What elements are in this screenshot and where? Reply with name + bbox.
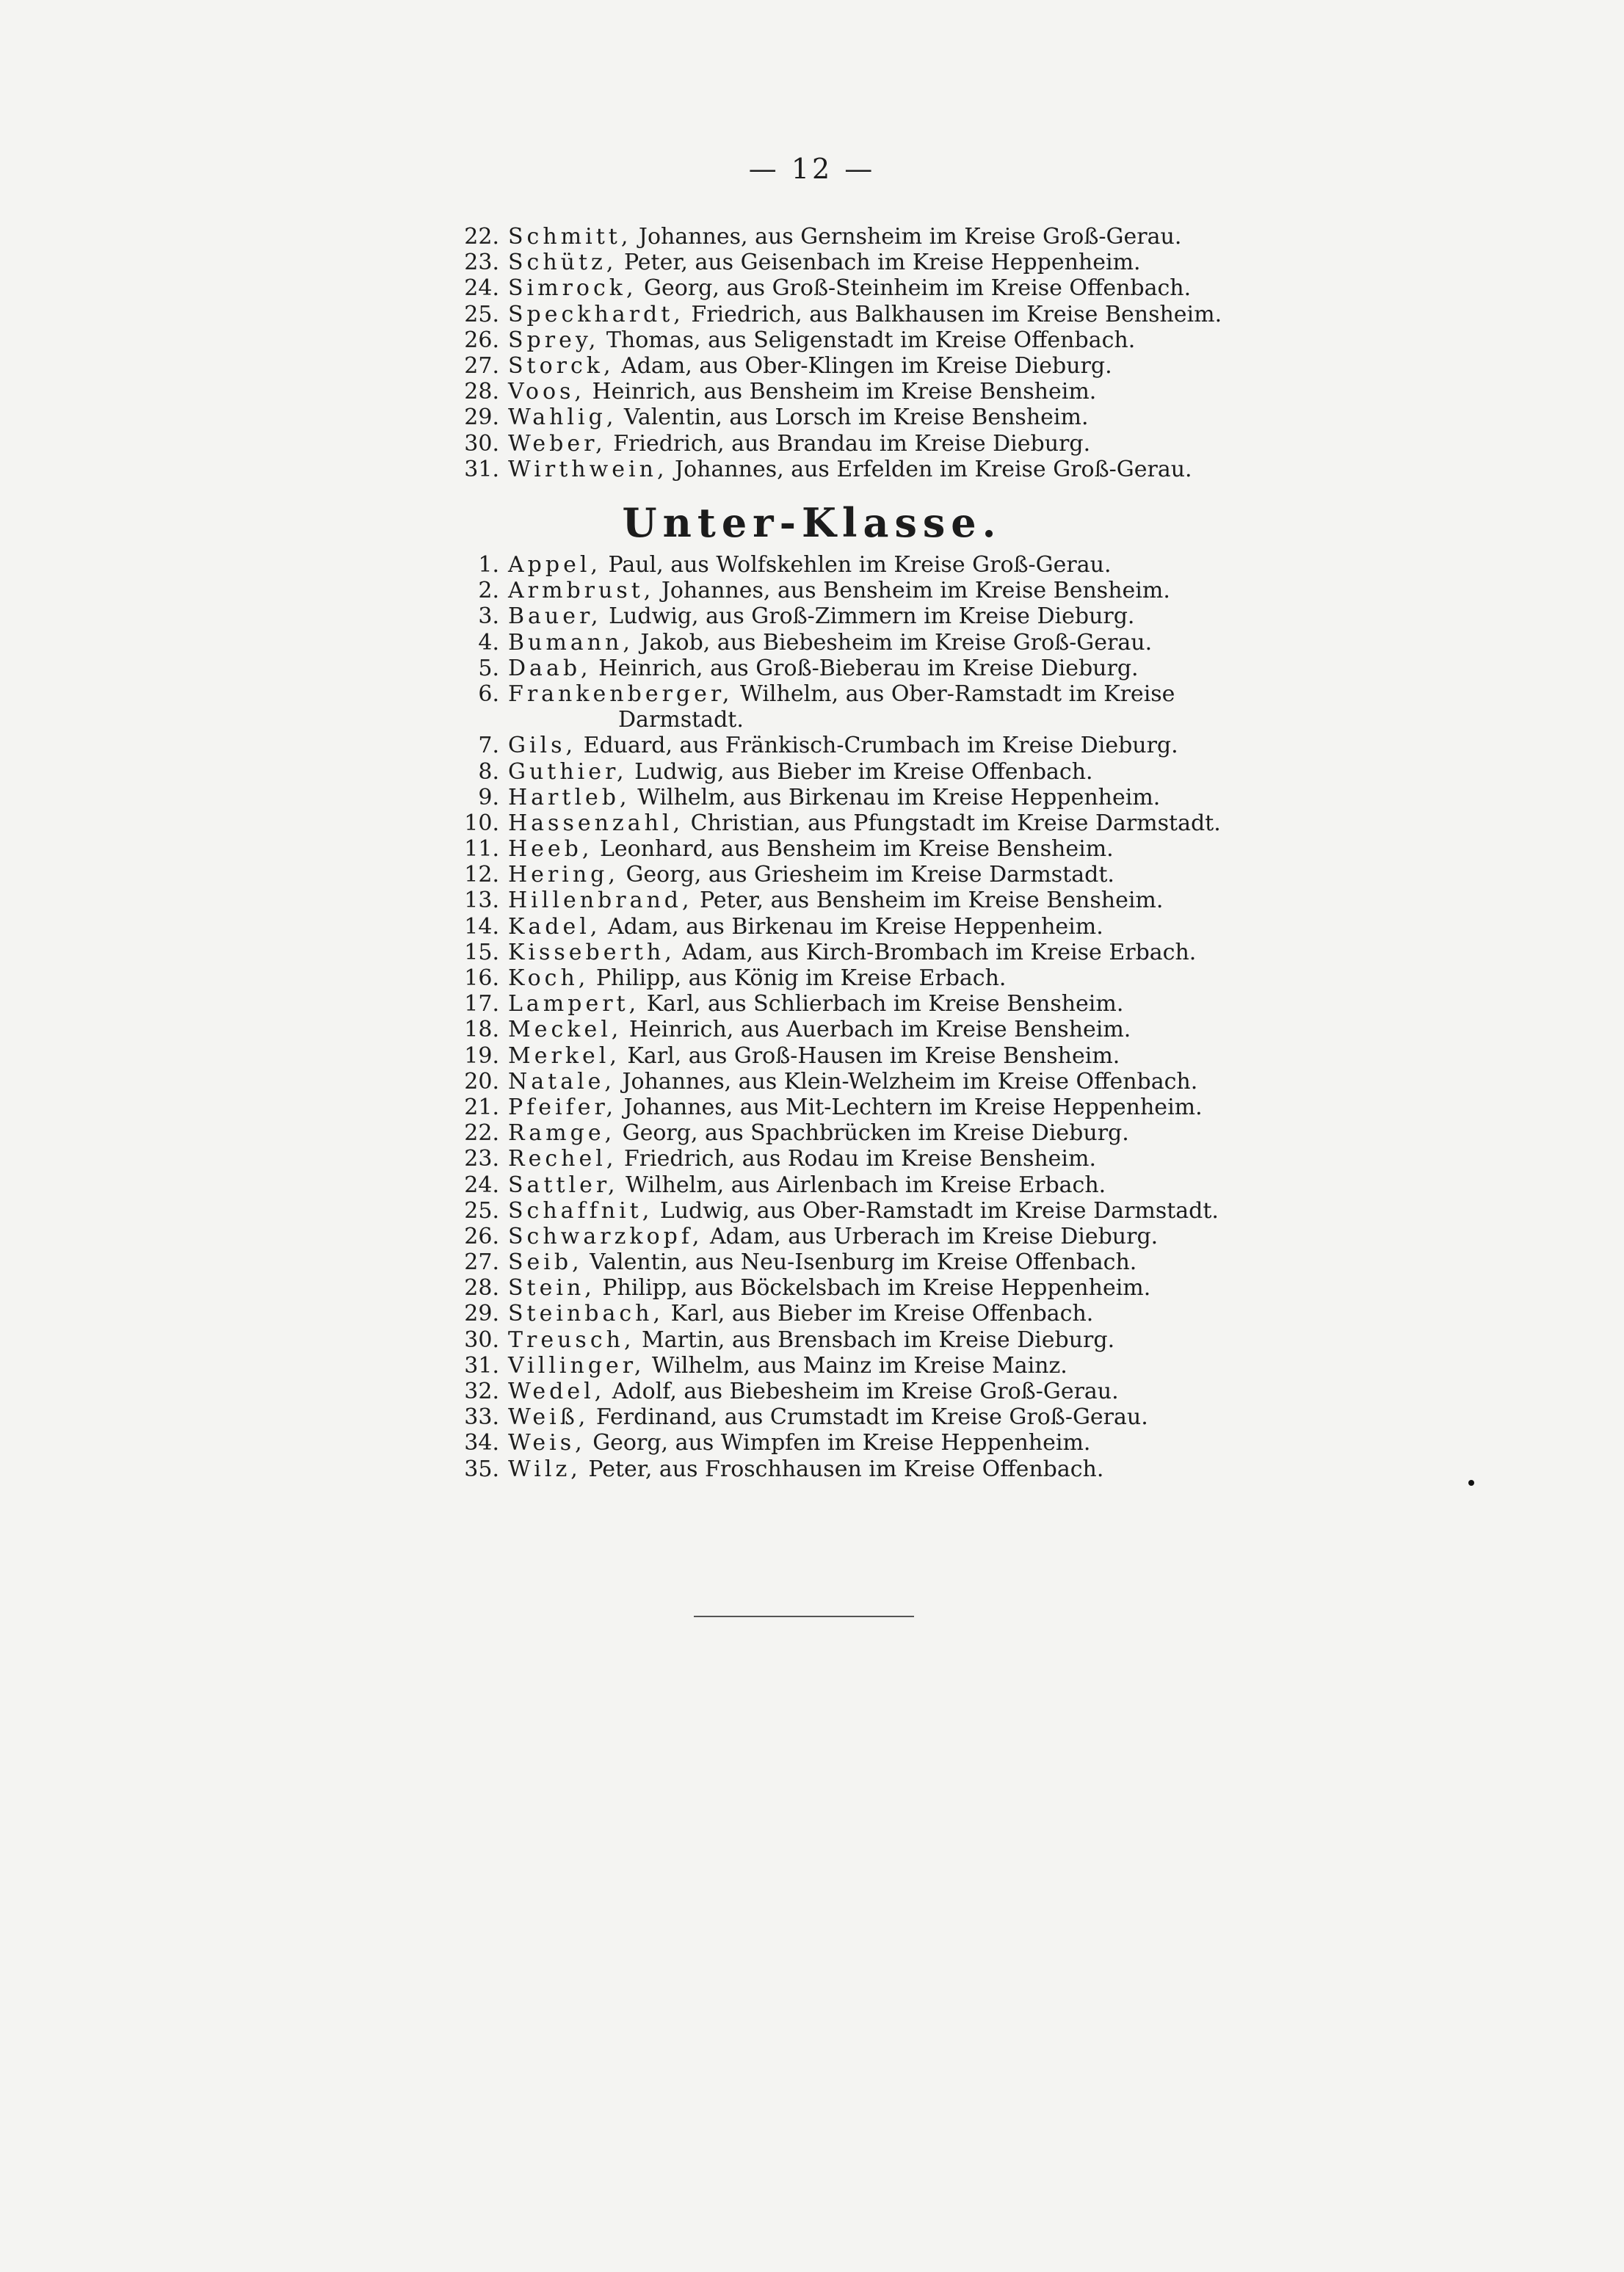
entry-number: 15. xyxy=(464,939,499,965)
list-item xyxy=(0,552,1624,578)
list-item xyxy=(0,327,1624,353)
entry-number: 30. xyxy=(464,1326,499,1353)
entry-number: 26. xyxy=(464,1223,499,1249)
entry-details: Philipp, aus Böckelsbach im Kreise Heppenheim. xyxy=(595,1275,1151,1302)
entry-number: 31. xyxy=(464,1352,499,1379)
entry-details: Friedrich, aus Rodau im Kreise Bensheim. xyxy=(617,1146,1097,1172)
entry-details: Johannes, aus Gernsheim im Kreise Groß-Gerau. xyxy=(631,224,1182,250)
list-item xyxy=(0,1301,1624,1326)
entry-number: 32. xyxy=(464,1379,499,1404)
entry-details: Christian, aus Pfungstadt im Kreise Darmstadt. xyxy=(684,810,1221,836)
entry-details: Wilhelm, aus Mainz im Kreise Mainz. xyxy=(645,1352,1067,1379)
entry-details: Adam, aus Urberach im Kreise Dieburg. xyxy=(703,1223,1159,1249)
entry-surname: Bumann, xyxy=(508,629,634,656)
list-item xyxy=(0,785,1624,810)
entry-number: 2. xyxy=(478,578,499,604)
entry-details: Friedrich, aus Balkhausen im Kreise Bensheim. xyxy=(684,301,1222,327)
entry-details: Johannes, aus Bensheim im Kreise Bensheim. xyxy=(654,578,1170,604)
entry-surname: Kisseberth, xyxy=(508,939,675,965)
list-item xyxy=(0,681,1624,707)
entry-surname: Wirthwein, xyxy=(508,456,668,482)
section-heading: Unter-Klasse. xyxy=(622,499,1002,546)
entry-number: 13. xyxy=(464,888,499,914)
list-item xyxy=(0,1327,1624,1353)
entry-number: 35. xyxy=(464,1456,499,1482)
entry-number: 27. xyxy=(464,352,499,379)
entry-details: Karl, aus Bieber im Kreise Offenbach. xyxy=(664,1301,1094,1327)
entry-details: Georg, aus Groß-Steinheim im Kreise Offenbach. xyxy=(637,275,1192,302)
entry-details: Friedrich, aus Brandau im Kreise Dieburg. xyxy=(606,430,1091,457)
entry-number: 27. xyxy=(464,1249,499,1276)
entry-number: 20. xyxy=(464,1068,499,1095)
entry-details: Heinrich, aus Auerbach im Kreise Bensheim. xyxy=(622,1017,1131,1043)
list-item xyxy=(0,1043,1624,1069)
entry-surname: Schwarzkopf, xyxy=(508,1223,703,1249)
entry-details: Heinrich, aus Bensheim im Kreise Bensheim. xyxy=(584,379,1097,405)
list-item xyxy=(0,603,1624,629)
entry-number: 17. xyxy=(464,991,499,1017)
list-item xyxy=(0,1353,1624,1379)
entry-surname: Weiß, xyxy=(508,1404,590,1431)
list-item xyxy=(0,250,1624,275)
entry-number: 22. xyxy=(464,224,499,250)
list-item xyxy=(0,404,1624,430)
entry-surname: Meckel, xyxy=(508,1017,623,1043)
entry-details: Wilhelm, aus Ober-Ramstadt im Kreise xyxy=(733,680,1175,707)
entry-number: 5. xyxy=(478,655,499,681)
list-item xyxy=(0,379,1624,404)
entry-number: 24. xyxy=(464,275,499,302)
list-item xyxy=(0,353,1624,379)
list-item xyxy=(0,1249,1624,1275)
entry-surname: Speckhardt, xyxy=(508,301,684,327)
entry-surname: Koch, xyxy=(508,965,590,991)
entry-number: 11. xyxy=(464,836,499,863)
entry-surname: Heeb, xyxy=(508,836,593,863)
entry-number: 24. xyxy=(464,1172,499,1198)
entry-details: Thomas, aus Seligenstadt im Kreise Offenbach. xyxy=(599,327,1136,353)
list-item xyxy=(0,1224,1624,1249)
entry-number: 9. xyxy=(478,784,499,810)
entry-number: 19. xyxy=(464,1042,499,1069)
entry-surname: Hillenbrand, xyxy=(508,888,693,914)
entry-surname: Steinbach, xyxy=(508,1301,664,1327)
entry-number: 16. xyxy=(464,965,499,991)
entry-surname: Seib, xyxy=(508,1249,583,1276)
entry-number: 25. xyxy=(464,301,499,327)
upper-class-list xyxy=(0,224,1624,482)
entry-details: Ludwig, aus Ober-Ramstadt im Kreise Darmstadt. xyxy=(653,1197,1219,1224)
entry-details: Ludwig, aus Bieber im Kreise Offenbach. xyxy=(627,758,1093,785)
entry-surname: Villinger, xyxy=(508,1352,645,1379)
list-item xyxy=(0,302,1624,327)
list-item xyxy=(0,275,1624,301)
list-item xyxy=(0,1198,1624,1224)
entry-surname: Rechel, xyxy=(508,1146,617,1172)
entry-number: 8. xyxy=(478,758,499,785)
entry-details: Martin, aus Brensbach im Kreise Dieburg. xyxy=(634,1326,1115,1353)
entry-details: Wilhelm, aus Airlenbach im Kreise Erbach. xyxy=(618,1172,1106,1198)
entry-surname: Pfeifer, xyxy=(508,1094,617,1120)
entry-number: 26. xyxy=(464,327,499,353)
page-number: — 12 — xyxy=(748,153,876,185)
entry-details: Leonhard, aus Bensheim im Kreise Bensheim. xyxy=(592,836,1114,863)
entry-number: 3. xyxy=(478,603,499,630)
list-item xyxy=(0,888,1624,913)
entry-number: 28. xyxy=(464,1275,499,1302)
entry-number: 28. xyxy=(464,379,499,405)
list-item xyxy=(0,457,1624,482)
list-item xyxy=(0,630,1624,656)
list-item xyxy=(0,1017,1624,1042)
entry-number: 30. xyxy=(464,430,499,457)
list-item xyxy=(0,431,1624,457)
list-item xyxy=(0,656,1624,681)
entry-details: Valentin, aus Neu-Isenburg im Kreise Offenbach. xyxy=(582,1249,1137,1276)
entry-surname: Wilz, xyxy=(508,1456,581,1482)
entry-number: 23. xyxy=(464,1146,499,1172)
entry-details: Peter, aus Froschhausen im Kreise Offenbach. xyxy=(581,1456,1104,1482)
entry-details: Paul, aus Wolfskehlen im Kreise Groß-Gerau. xyxy=(601,552,1112,578)
lower-class-list xyxy=(0,552,1624,1482)
entry-details: Peter, aus Bensheim im Kreise Bensheim. xyxy=(692,888,1164,914)
list-item xyxy=(0,836,1624,862)
entry-details: Valentin, aus Lorsch im Kreise Bensheim. xyxy=(617,404,1089,431)
entry-number: 4. xyxy=(478,629,499,656)
entry-number: 12. xyxy=(464,862,499,888)
list-item xyxy=(0,759,1624,785)
list-item xyxy=(0,1146,1624,1172)
entry-number: 22. xyxy=(464,1120,499,1147)
list-item xyxy=(0,1404,1624,1430)
entry-surname: Hassenzahl, xyxy=(508,810,684,836)
entry-details: Eduard, aus Fränkisch-Crumbach im Kreise Dieburg. xyxy=(576,733,1178,759)
entry-number: 18. xyxy=(464,1017,499,1043)
entry-surname: Stein, xyxy=(508,1275,595,1302)
entry-surname: Ramge, xyxy=(508,1120,616,1147)
entry-surname: Storck, xyxy=(508,352,615,379)
entry-details: Wilhelm, aus Birkenau im Kreise Heppenheim. xyxy=(630,784,1161,810)
entry-surname: Daab, xyxy=(508,655,592,681)
list-item xyxy=(0,1379,1624,1404)
entry-details: Adolf, aus Biebesheim im Kreise Groß-Gerau. xyxy=(605,1379,1119,1404)
entry-number: 29. xyxy=(464,1301,499,1327)
list-item xyxy=(0,810,1624,836)
entry-number: 33. xyxy=(464,1404,499,1431)
entry-number: 21. xyxy=(464,1094,499,1120)
entry-details: Philipp, aus König im Kreise Erbach. xyxy=(589,965,1007,991)
entry-details: Johannes, aus Mit-Lechtern im Kreise Heppenheim. xyxy=(617,1094,1203,1120)
entry-surname: Bauer, xyxy=(508,603,602,630)
entry-details: Adam, aus Kirch-Brombach im Kreise Erbach. xyxy=(675,939,1197,965)
list-item xyxy=(0,965,1624,991)
list-item xyxy=(0,991,1624,1017)
entry-details: Adam, aus Ober-Klingen im Kreise Dieburg. xyxy=(614,352,1112,379)
entry-number: 34. xyxy=(464,1430,499,1456)
list-item xyxy=(0,1095,1624,1120)
list-item xyxy=(0,1456,1624,1482)
entry-surname: Hering, xyxy=(508,862,619,888)
entry-surname: Frankenberger, xyxy=(508,680,733,707)
entry-details: Georg, aus Spachbrücken im Kreise Dieburg. xyxy=(615,1120,1129,1147)
list-item xyxy=(0,224,1624,250)
entry-surname: Hartleb, xyxy=(508,784,631,810)
entry-surname: Treusch, xyxy=(508,1326,635,1353)
entry-surname: Merkel, xyxy=(508,1042,620,1069)
entry-surname: Schütz, xyxy=(508,250,617,276)
entry-surname: Kadel, xyxy=(508,913,601,940)
entry-number: 6. xyxy=(478,680,499,707)
entry-details: Karl, aus Groß-Hausen im Kreise Bensheim. xyxy=(620,1042,1120,1069)
entry-details: Ferdinand, aus Crumstadt im Kreise Groß-Gerau. xyxy=(589,1404,1148,1431)
entry-number: 25. xyxy=(464,1197,499,1224)
entry-surname: Schmitt, xyxy=(508,224,632,250)
list-item xyxy=(0,733,1624,758)
entry-number: 1. xyxy=(478,552,499,578)
list-item xyxy=(0,862,1624,888)
entry-number: 23. xyxy=(464,250,499,276)
entry-surname: Wahlig, xyxy=(508,404,617,431)
entry-number: 29. xyxy=(464,404,499,431)
list-item xyxy=(0,1120,1624,1146)
entry-surname: Natale, xyxy=(508,1068,615,1095)
entry-details: Johannes, aus Erfelden im Kreise Groß-Gerau. xyxy=(667,456,1192,482)
entry-details: Ludwig, aus Groß-Zimmern im Kreise Dieburg. xyxy=(601,603,1135,630)
entry-details: Georg, aus Wimpfen im Kreise Heppenheim. xyxy=(585,1430,1091,1456)
entry-surname: Weis, xyxy=(508,1430,586,1456)
list-item-continuation xyxy=(0,707,1624,733)
list-item xyxy=(0,1172,1624,1198)
entry-details: Peter, aus Geisenbach im Kreise Heppenheim. xyxy=(617,250,1141,276)
entry-details: Karl, aus Schlierbach im Kreise Bensheim. xyxy=(639,991,1124,1017)
entry-details: Georg, aus Griesheim im Kreise Darmstadt. xyxy=(618,862,1114,888)
entry-surname: Appel, xyxy=(508,552,601,578)
list-item xyxy=(0,1069,1624,1095)
entry-surname: Wedel, xyxy=(508,1379,606,1404)
entry-number: 10. xyxy=(464,810,499,836)
entry-surname: Sprey, xyxy=(508,327,600,353)
entry-details: Johannes, aus Klein-Welzheim im Kreise Offenbach. xyxy=(615,1068,1198,1095)
entry-continuation: Darmstadt. xyxy=(618,707,744,733)
list-item xyxy=(0,1430,1624,1456)
entry-number: 7. xyxy=(478,733,499,759)
entry-surname: Simrock, xyxy=(508,275,637,302)
entry-surname: Voos, xyxy=(508,379,585,405)
entry-details: Jakob, aus Biebesheim im Kreise Groß-Gerau. xyxy=(633,629,1153,656)
entry-surname: Gils, xyxy=(508,733,577,759)
entry-number: 14. xyxy=(464,913,499,940)
ink-speck xyxy=(1468,1480,1474,1486)
entry-number: 31. xyxy=(464,456,499,482)
list-item xyxy=(0,578,1624,603)
entry-surname: Lampert, xyxy=(508,991,640,1017)
entry-surname: Armbrust, xyxy=(508,578,655,604)
entry-surname: Guthier, xyxy=(508,758,628,785)
entry-surname: Schaffnit, xyxy=(508,1197,653,1224)
closing-rule xyxy=(694,1616,914,1617)
entry-details: Heinrich, aus Groß-Bieberau im Kreise Dieburg. xyxy=(591,655,1139,681)
list-item xyxy=(0,914,1624,940)
entry-details: Adam, aus Birkenau im Kreise Heppenheim. xyxy=(601,913,1103,940)
list-item xyxy=(0,1275,1624,1301)
entry-surname: Sattler, xyxy=(508,1172,619,1198)
entry-surname: Weber, xyxy=(508,430,606,457)
list-item xyxy=(0,940,1624,965)
